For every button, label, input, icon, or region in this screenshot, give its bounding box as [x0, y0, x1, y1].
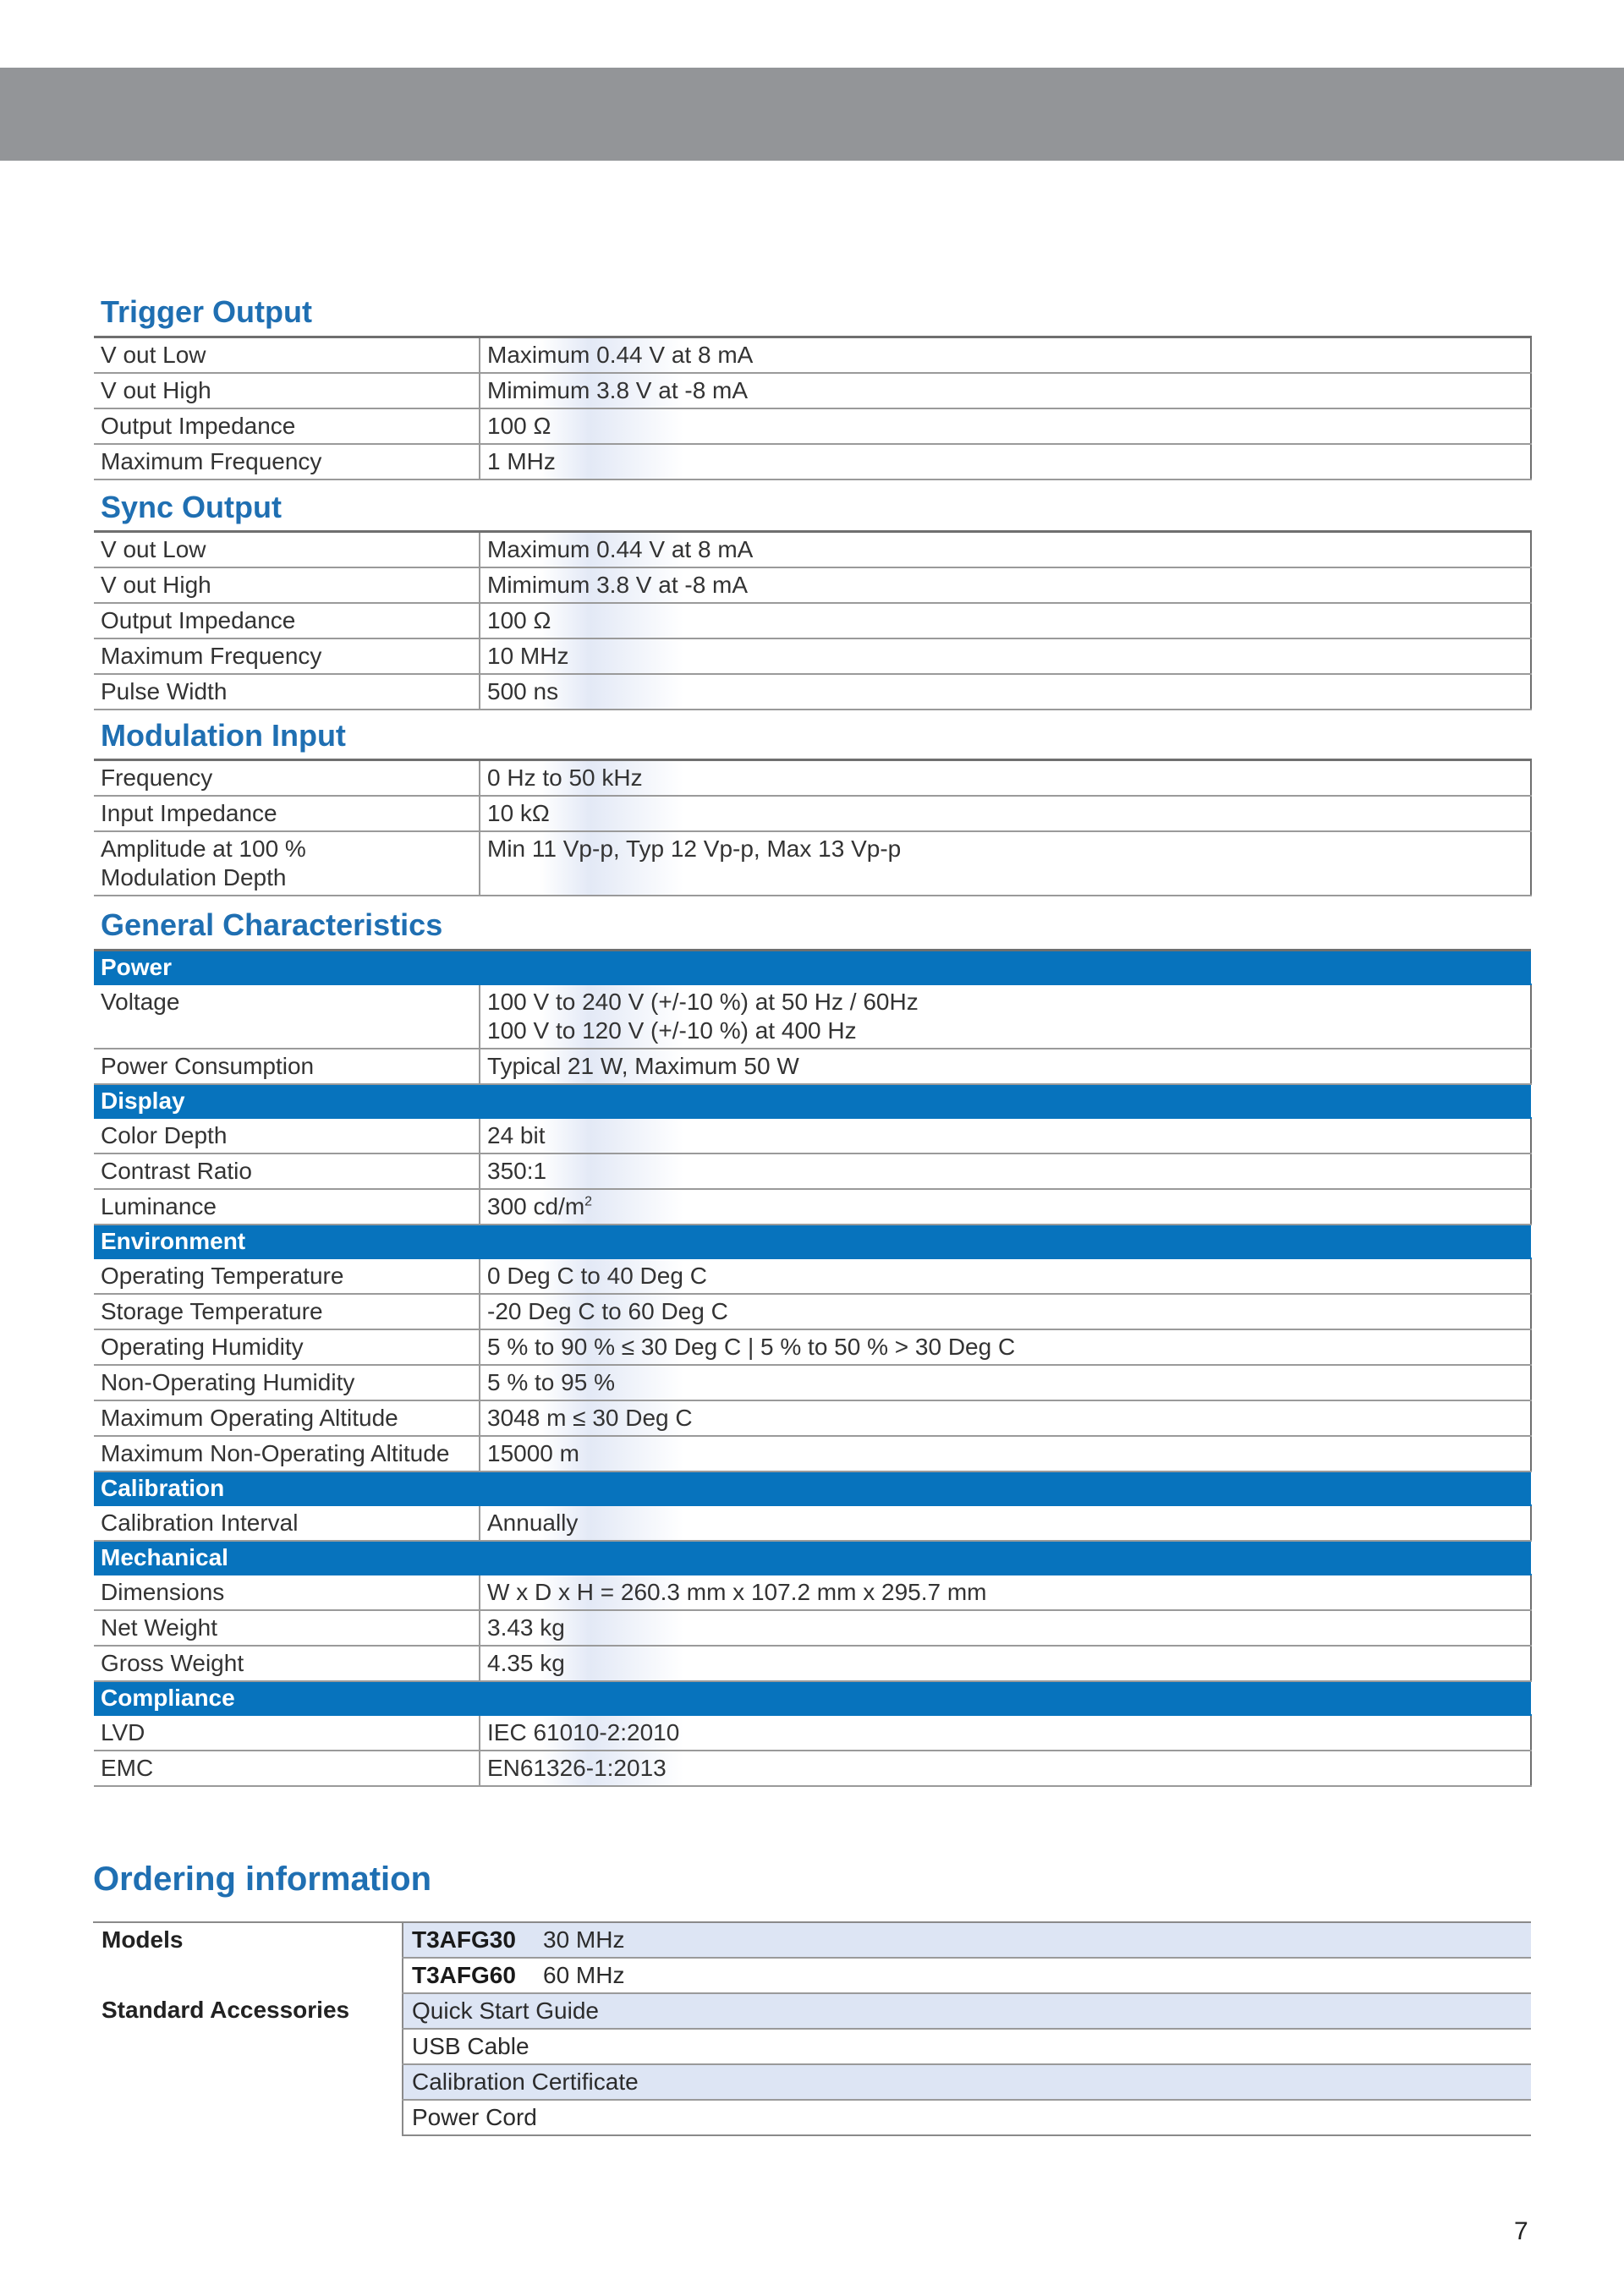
spec-value: Min 11 Vp-p, Typ 12 Vp-p, Max 13 Vp-p [480, 831, 1531, 896]
spec-value: EN61326-1:2013 [480, 1751, 1531, 1786]
spec-value-line: 100 V to 120 V (+/-10 %) at 400 Hz [487, 1017, 857, 1044]
spec-label: Contrast Ratio [94, 1153, 480, 1189]
spec-row [94, 760, 1531, 797]
category-header: Calibration [94, 1471, 1531, 1505]
spec-label: Maximum Non-Operating Altitude [94, 1436, 480, 1471]
spec-value: Maximum 0.44 V at 8 mA [480, 532, 1531, 568]
spec-label: V out High [94, 567, 480, 603]
category-row-power [94, 951, 1531, 985]
spec-value: 0 Hz to 50 kHz [480, 760, 1531, 797]
spec-row [94, 1329, 1531, 1365]
spec-value: 5 % to 95 % [480, 1365, 1531, 1400]
spec-label: Maximum Operating Altitude [94, 1400, 480, 1436]
spec-row [94, 337, 1531, 374]
spec-row [94, 1365, 1531, 1400]
spec-row [94, 1610, 1531, 1646]
spec-label: EMC [94, 1751, 480, 1786]
category-header: Power [94, 951, 1531, 985]
model-code: T3AFG60 [412, 1962, 516, 1988]
category-header: Environment [94, 1225, 1531, 1258]
accessories-label: Standard Accessories [102, 1997, 350, 2023]
spec-value: Maximum 0.44 V at 8 mA [480, 337, 1531, 374]
spec-value: Typical 21 W, Maximum 50 W [480, 1049, 1531, 1084]
category-header: Mechanical [94, 1541, 1531, 1575]
spec-row [94, 408, 1531, 444]
category-row-compliance [94, 1681, 1531, 1715]
category-header: Display [94, 1084, 1531, 1118]
sync-output-title: Sync Output [101, 490, 282, 524]
spec-row [94, 1049, 1531, 1084]
spec-row [94, 444, 1531, 479]
spec-label: Output Impedance [94, 603, 480, 638]
category-row-mechanical [94, 1541, 1531, 1575]
spec-value [480, 1189, 1531, 1225]
spec-row [94, 1258, 1531, 1294]
trigger-output-title: Trigger Output [101, 294, 312, 329]
spec-value: Mimimum 3.8 V at -8 mA [480, 567, 1531, 603]
spec-label: Operating Temperature [94, 1258, 480, 1294]
spec-row [94, 1400, 1531, 1436]
spec-value: 500 ns [480, 674, 1531, 710]
modulation-input-title: Modulation Input [101, 718, 346, 753]
header-band [0, 68, 1624, 161]
spec-label: Non-Operating Humidity [94, 1365, 480, 1400]
general-characteristics-table [94, 949, 1532, 1787]
spec-value: 100 Ω [480, 408, 1531, 444]
model-desc: 30 MHz [543, 1926, 625, 1953]
spec-row [94, 1575, 1531, 1610]
spec-row [94, 1153, 1531, 1189]
model-item [403, 1922, 1531, 1958]
accessory-item: Power Cord [403, 2100, 1531, 2135]
order-row [93, 1922, 1531, 1958]
ordering-information-title: Ordering information [93, 1860, 431, 1898]
spec-row [94, 796, 1531, 831]
spec-row [94, 638, 1531, 674]
spec-row [94, 1294, 1531, 1329]
spec-row [94, 1715, 1531, 1751]
spec-row [94, 674, 1531, 710]
spec-value: 100 Ω [480, 603, 1531, 638]
spec-row [94, 831, 1531, 896]
category-header: Compliance [94, 1681, 1531, 1715]
spec-value: 10 kΩ [480, 796, 1531, 831]
spec-row [94, 1505, 1531, 1541]
spec-label: Luminance [94, 1189, 480, 1225]
spec-label: Voltage [94, 984, 480, 1049]
general-characteristics-title: General Characteristics [101, 907, 443, 942]
spec-value: 24 bit [480, 1118, 1531, 1153]
model-code: T3AFG30 [412, 1926, 516, 1953]
spec-value: 10 MHz [480, 638, 1531, 674]
spec-value: 350:1 [480, 1153, 1531, 1189]
spec-row [94, 1189, 1531, 1225]
accessory-item: USB Cable [403, 2029, 1531, 2064]
spec-row [94, 1646, 1531, 1681]
spec-label: LVD [94, 1715, 480, 1751]
superscript: 2 [584, 1194, 593, 1209]
luminance-value: 300 cd/m [487, 1193, 585, 1219]
sync-output-table [94, 530, 1532, 710]
spec-label: Net Weight [94, 1610, 480, 1646]
spec-row [94, 1436, 1531, 1471]
models-label: Models [93, 1922, 403, 1993]
spec-value: Mimimum 3.8 V at -8 mA [480, 373, 1531, 408]
spec-label-line: Amplitude at 100 % [101, 836, 306, 862]
spec-label: Color Depth [94, 1118, 480, 1153]
spec-label: Maximum Frequency [94, 638, 480, 674]
spec-label: V out Low [94, 532, 480, 568]
ordering-table [93, 1921, 1531, 2136]
page-number: 7 [1514, 2217, 1528, 2245]
category-row-calibration [94, 1471, 1531, 1505]
spec-label: Operating Humidity [94, 1329, 480, 1365]
accessory-item: Calibration Certificate [403, 2064, 1531, 2100]
spec-value: Annually [480, 1505, 1531, 1541]
spec-row [94, 373, 1531, 408]
spec-label: Gross Weight [94, 1646, 480, 1681]
spec-row [94, 603, 1531, 638]
spec-label: V out Low [94, 337, 480, 374]
spec-value: 1 MHz [480, 444, 1531, 479]
spec-value: 0 Deg C to 40 Deg C [480, 1258, 1531, 1294]
spec-label: V out High [94, 373, 480, 408]
spec-value: 5 % to 90 % ≤ 30 Deg C | 5 % to 50 % > 30 Deg C [480, 1329, 1531, 1365]
spec-value: 3.43 kg [480, 1610, 1531, 1646]
spec-value [480, 984, 1531, 1049]
spec-value: W x D x H = 260.3 mm x 107.2 mm x 295.7 mm [480, 1575, 1531, 1610]
spec-label: Storage Temperature [94, 1294, 480, 1329]
spec-value: IEC 61010-2:2010 [480, 1715, 1531, 1751]
spec-row [94, 567, 1531, 603]
spec-label: Frequency [94, 760, 480, 797]
spec-value: -20 Deg C to 60 Deg C [480, 1294, 1531, 1329]
spec-label: Input Impedance [94, 796, 480, 831]
category-row-environment [94, 1225, 1531, 1258]
spec-label: Dimensions [94, 1575, 480, 1610]
trigger-output-table [94, 336, 1532, 480]
model-desc: 60 MHz [543, 1962, 625, 1988]
accessory-item: Quick Start Guide [403, 1993, 1531, 2029]
spec-label: Power Consumption [94, 1049, 480, 1084]
modulation-input-table [94, 759, 1532, 896]
spec-label: Calibration Interval [94, 1505, 480, 1541]
spec-row [94, 984, 1531, 1049]
category-row-display [94, 1084, 1531, 1118]
model-item [403, 1958, 1531, 1993]
spec-value-line: 100 V to 240 V (+/-10 %) at 50 Hz / 60Hz [487, 989, 919, 1015]
spec-value: 3048 m ≤ 30 Deg C [480, 1400, 1531, 1436]
spec-value: 15000 m [480, 1436, 1531, 1471]
spec-label: Pulse Width [94, 674, 480, 710]
spec-label [94, 831, 480, 896]
spec-label: Maximum Frequency [94, 444, 480, 479]
spec-row [94, 1751, 1531, 1786]
spec-row [94, 1118, 1531, 1153]
spec-label: Output Impedance [94, 408, 480, 444]
spec-row [94, 532, 1531, 568]
order-row [93, 1993, 1531, 2029]
spec-label-line: Modulation Depth [101, 864, 287, 890]
spec-value: 4.35 kg [480, 1646, 1531, 1681]
